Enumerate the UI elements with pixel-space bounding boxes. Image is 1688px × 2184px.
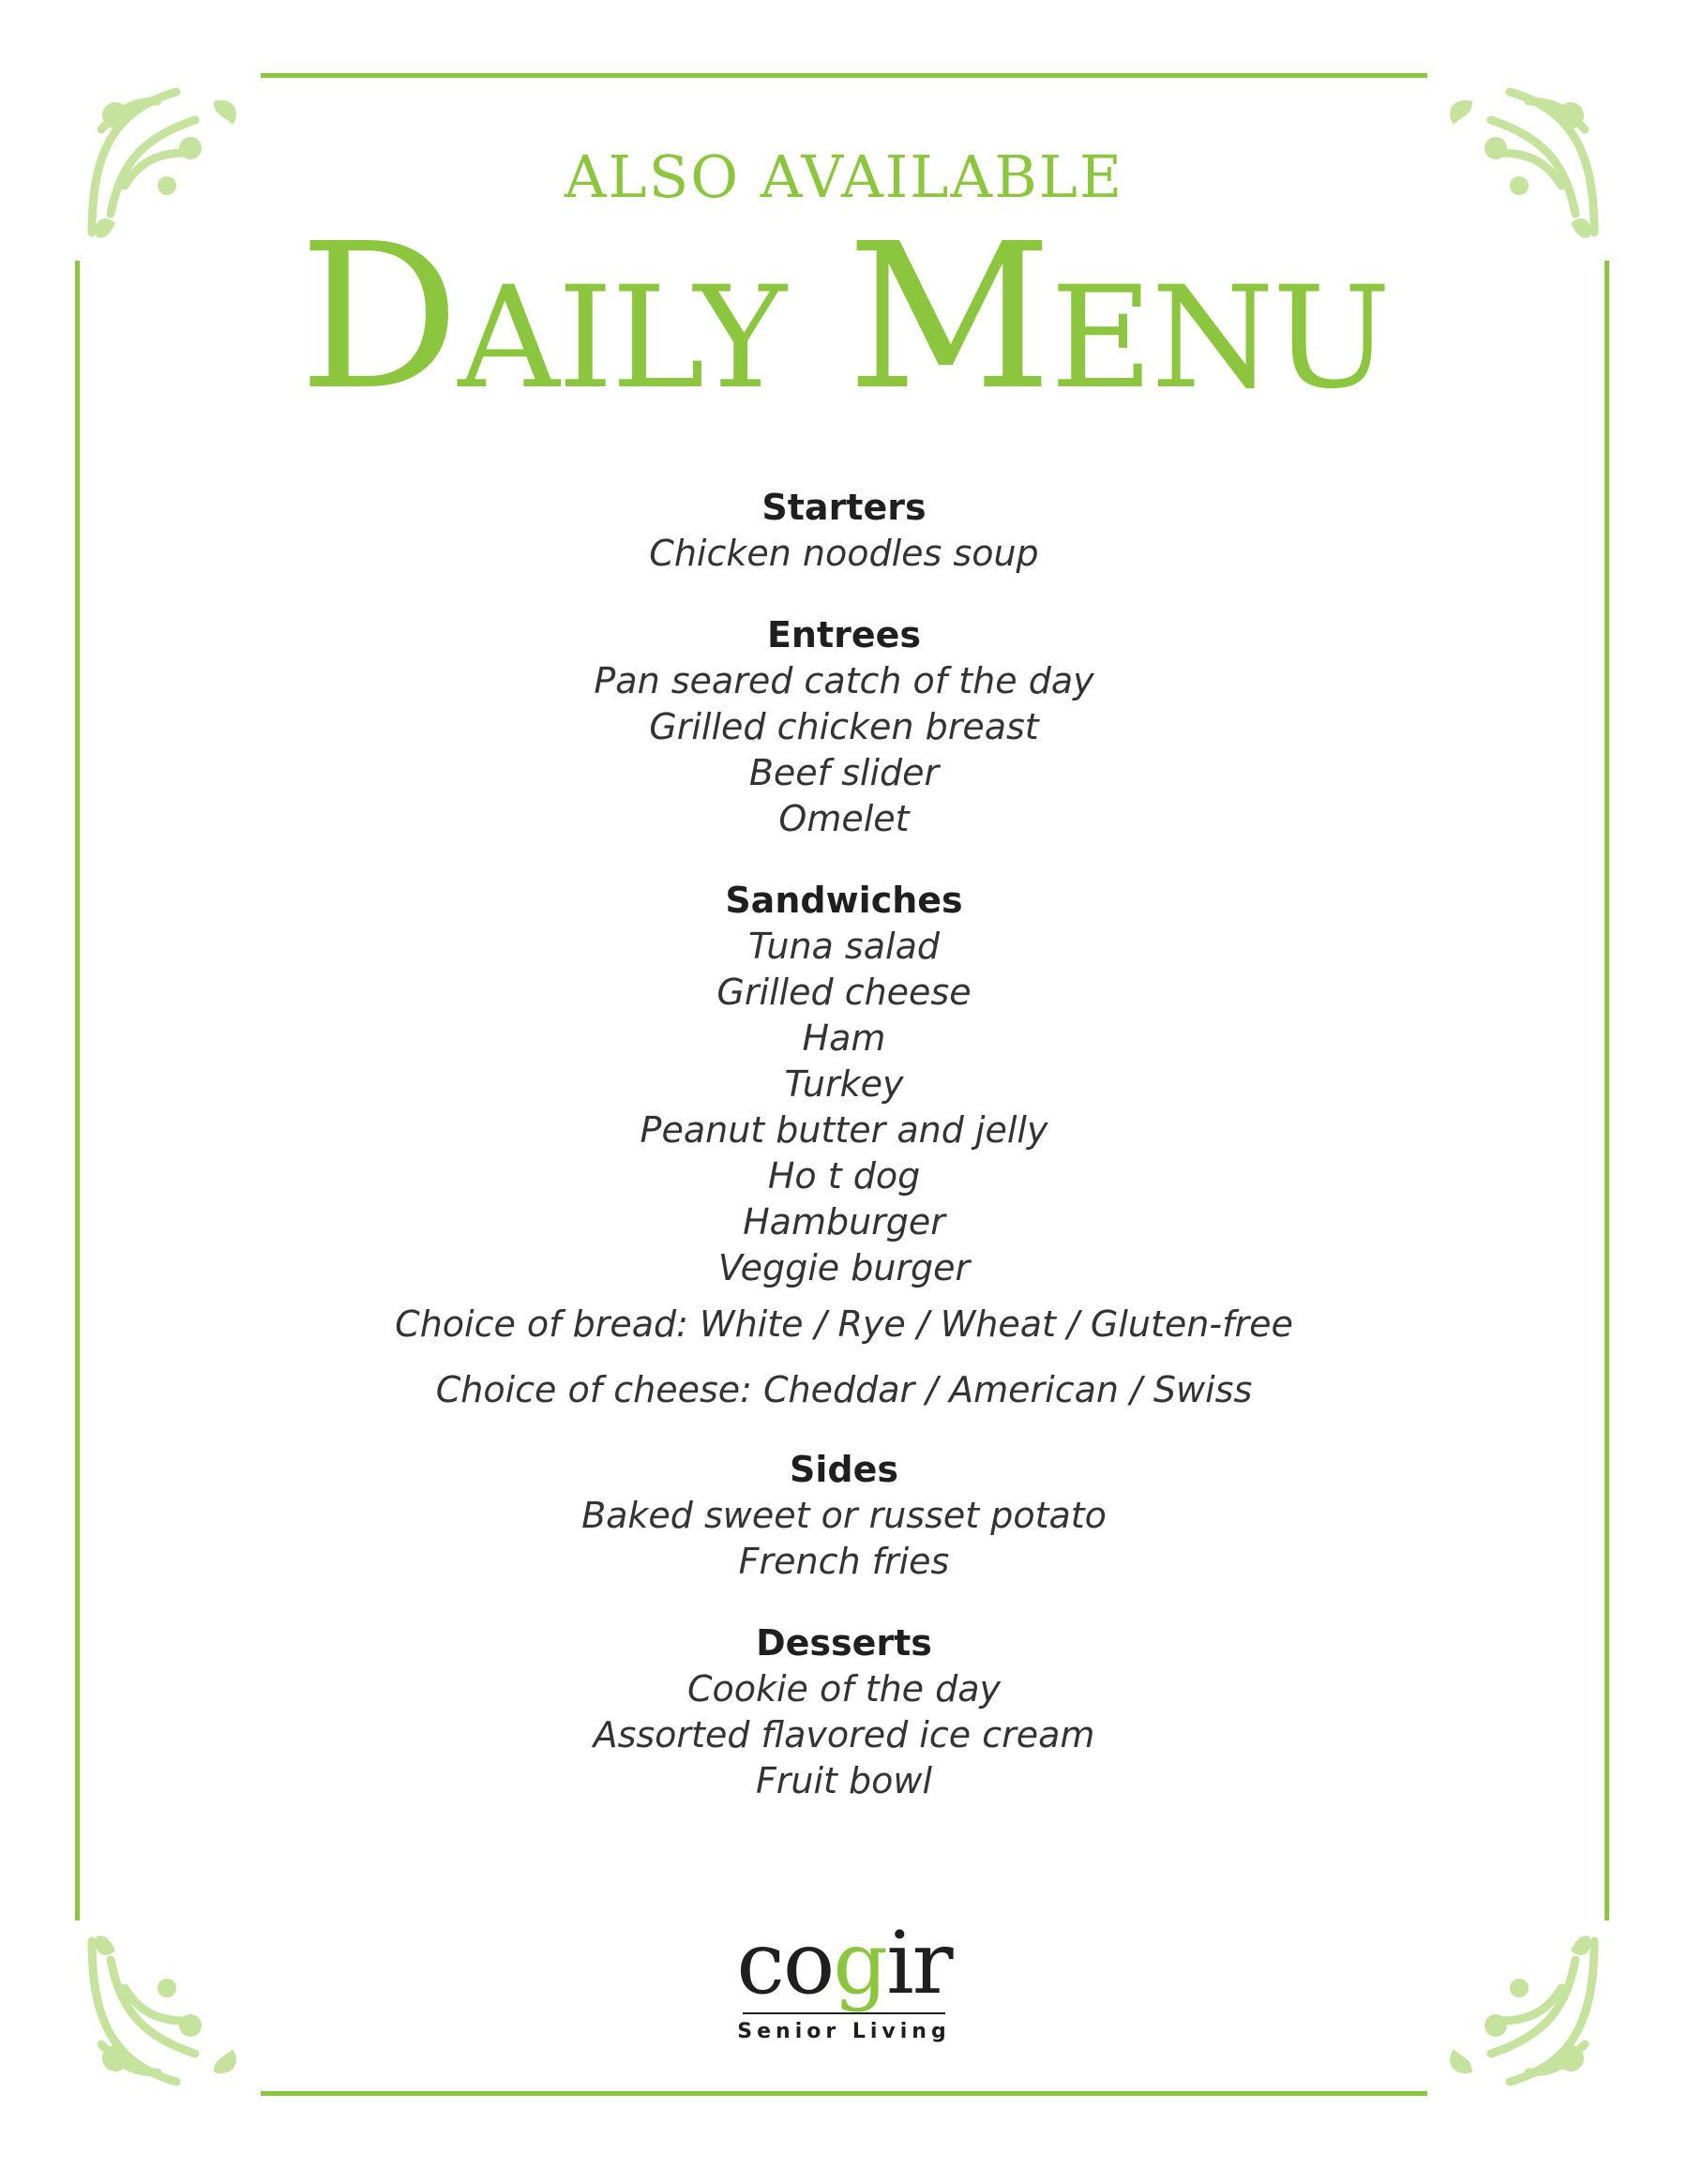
section-heading: Entrees: [766, 614, 922, 655]
list-item: Hamburger: [743, 1201, 945, 1243]
list-item: Veggie burger: [717, 1247, 971, 1288]
section-heading: Sides: [790, 1449, 898, 1490]
section-sandwiches: [0, 877, 1688, 1291]
menu-title: Daily Menu: [298, 201, 1390, 434]
list-item: Fruit bowl: [755, 1760, 933, 1801]
section-desserts: [0, 1619, 1688, 1804]
menu-body: [0, 484, 1688, 1839]
logo-word-end: ir: [886, 1913, 952, 2013]
section-heading: Starters: [761, 487, 927, 528]
list-item: Grilled chicken breast: [649, 706, 1039, 747]
logo-wordmark: [0, 1913, 1688, 2013]
section-starters: [0, 484, 1688, 577]
list-item: Turkey: [784, 1063, 904, 1105]
sandwich-choices: [0, 1291, 1688, 1423]
section-heading: Desserts: [756, 1622, 932, 1664]
bread-choice-text: Choice of bread: White / Rye / Wheat / Gluten-free: [395, 1303, 1293, 1345]
logo-word-accent: g: [833, 1913, 887, 2013]
frame-top-line: [261, 73, 1427, 78]
list-item: Cookie of the day: [686, 1668, 1002, 1710]
section-heading: Sandwiches: [725, 880, 963, 921]
list-item: Tuna salad: [748, 926, 940, 967]
list-item: Peanut butter and jelly: [640, 1109, 1048, 1151]
list-item: Grilled cheese: [716, 972, 972, 1013]
list-item: Ham: [802, 1017, 886, 1059]
list-item: Baked sweet or russet potato: [581, 1495, 1107, 1536]
frame-bottom-line: [261, 2091, 1427, 2096]
list-item: Ho t dog: [767, 1155, 921, 1197]
list-item: Beef slider: [748, 752, 940, 793]
logo-tagline: Senior Living: [737, 2020, 951, 2043]
cheese-choice-text: Choice of cheese: Cheddar / American / Swiss: [435, 1369, 1253, 1410]
list-item: Pan seared catch of the day: [594, 660, 1094, 701]
logo-word-start: co: [736, 1913, 834, 2013]
list-item: Omelet: [778, 798, 910, 839]
section-entrees: [0, 611, 1688, 842]
list-item: Chicken noodles soup: [649, 533, 1039, 574]
cogir-logo: [0, 1913, 1688, 2043]
menu-subtitle: ALSO AVAILABLE: [564, 143, 1124, 211]
list-item: Assorted flavored ice cream: [593, 1714, 1095, 1755]
section-sides: [0, 1446, 1688, 1585]
list-item: French fries: [738, 1541, 950, 1582]
